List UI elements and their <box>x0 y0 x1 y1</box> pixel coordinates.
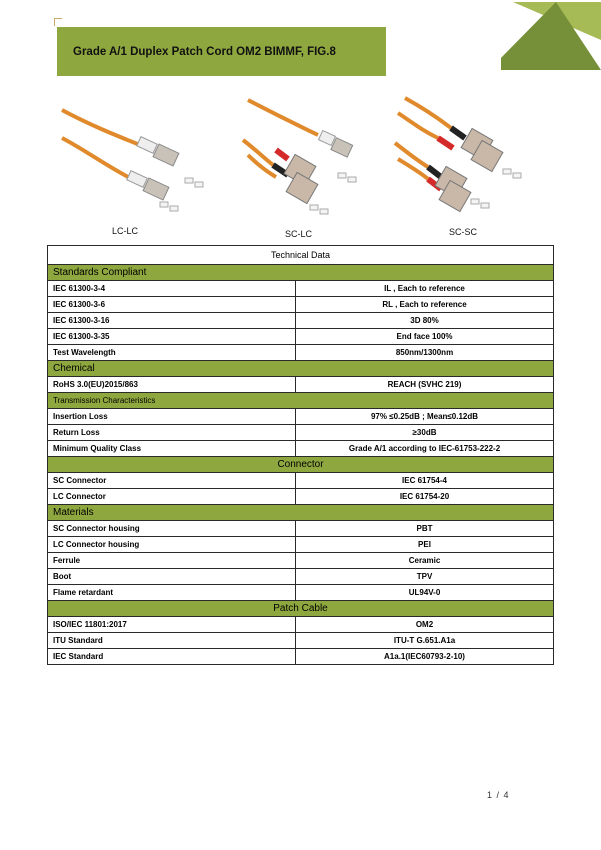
row-label: LC Connector housing <box>48 537 296 553</box>
row-label: Ferrule <box>48 553 296 569</box>
table-row <box>48 537 554 553</box>
row-value: UL94V-0 <box>296 585 554 601</box>
table-row <box>48 281 554 297</box>
product-label-lc-lc: LC-LC <box>112 226 139 236</box>
table-row <box>48 329 554 345</box>
row-label: IEC 61300-3-4 <box>48 281 296 297</box>
row-label: ISO/IEC 11801:2017 <box>48 617 296 633</box>
decorative-triangles <box>501 0 601 72</box>
section-header-chemical: Chemical <box>48 361 554 377</box>
table-row <box>48 473 554 489</box>
corner-crop-mark <box>54 18 62 26</box>
section-header-patch-cable: Patch Cable <box>48 601 554 617</box>
lc-lc-patch-cord-image <box>60 90 210 220</box>
table-row <box>48 633 554 649</box>
section-header-standards: Standards Compliant <box>48 265 554 281</box>
product-label-sc-sc: SC-SC <box>449 227 478 237</box>
table-row <box>48 345 554 361</box>
section-header-connector: Connector <box>48 457 554 473</box>
row-value: IEC 61754-4 <box>296 473 554 489</box>
row-value: 850nm/1300nm <box>296 345 554 361</box>
row-label: RoHS 3.0(EU)2015/863 <box>48 377 296 393</box>
table-row <box>48 569 554 585</box>
row-value: REACH (SVHC 219) <box>296 377 554 393</box>
table-row <box>48 313 554 329</box>
row-label: IEC 61300-3-16 <box>48 313 296 329</box>
row-label: SC Connector <box>48 473 296 489</box>
section-header-transmission: Transmission Characteristics <box>48 393 554 409</box>
row-value: PBT <box>296 521 554 537</box>
row-value: A1a.1(IEC60793-2-10) <box>296 649 554 665</box>
row-label: ITU Standard <box>48 633 296 649</box>
row-label: SC Connector housing <box>48 521 296 537</box>
table-row <box>48 377 554 393</box>
table-row <box>48 521 554 537</box>
page-title: Grade A/1 Duplex Patch Cord OM2 BIMMF, FIG.8 <box>73 45 336 58</box>
table-row <box>48 297 554 313</box>
row-value: ITU-T G.651.A1a <box>296 633 554 649</box>
row-value: Ceramic <box>296 553 554 569</box>
row-label: IEC 61300-3-6 <box>48 297 296 313</box>
row-label: IEC 61300-3-35 <box>48 329 296 345</box>
row-value: IL , Each to reference <box>296 281 554 297</box>
row-label: IEC Standard <box>48 649 296 665</box>
row-label: LC Connector <box>48 489 296 505</box>
page-number: 1 / 4 <box>487 790 510 800</box>
table-row <box>48 425 554 441</box>
sc-sc-patch-cord-image <box>393 93 533 223</box>
sc-lc-patch-cord-image <box>238 95 383 225</box>
table-row <box>48 585 554 601</box>
section-header-materials: Materials <box>48 505 554 521</box>
table-row <box>48 553 554 569</box>
row-label: Return Loss <box>48 425 296 441</box>
table-row <box>48 617 554 633</box>
technical-data-table <box>47 245 554 665</box>
row-label: Boot <box>48 569 296 585</box>
row-value: End face 100% <box>296 329 554 345</box>
table-row <box>48 489 554 505</box>
table-row <box>48 441 554 457</box>
row-value: Grade A/1 according to IEC-61753-222-2 <box>296 441 554 457</box>
row-label: Insertion Loss <box>48 409 296 425</box>
title-banner <box>57 27 386 76</box>
row-value: ≥30dB <box>296 425 554 441</box>
table-row <box>48 409 554 425</box>
row-value: 3D 80% <box>296 313 554 329</box>
row-label: Test Wavelength <box>48 345 296 361</box>
row-value: 97% ≤0.25dB ; Mean≤0.12dB <box>296 409 554 425</box>
row-value: IEC 61754-20 <box>296 489 554 505</box>
row-value: PEI <box>296 537 554 553</box>
row-value: RL , Each to reference <box>296 297 554 313</box>
product-label-sc-lc: SC-LC <box>285 229 313 239</box>
row-label: Minimum Quality Class <box>48 441 296 457</box>
row-value: TPV <box>296 569 554 585</box>
row-value: OM2 <box>296 617 554 633</box>
table-row <box>48 649 554 665</box>
table-title: Technical Data <box>48 246 554 265</box>
row-label: Flame retardant <box>48 585 296 601</box>
